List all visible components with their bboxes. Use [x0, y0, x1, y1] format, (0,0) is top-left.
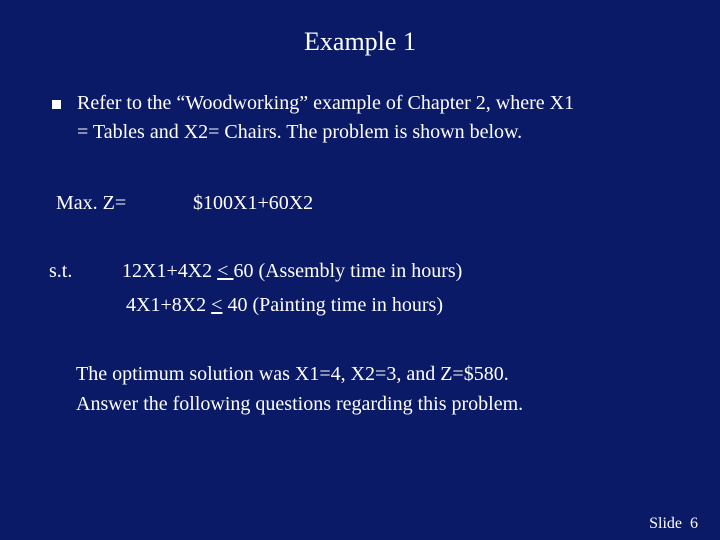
constraint-assembly-operator: < [217, 260, 234, 282]
constraint-assembly-lhs: 12X1+4X2 [122, 260, 218, 282]
slide-number-label: Slide [649, 515, 682, 532]
constraint-painting [126, 294, 443, 317]
objective-label: Max. Z= [56, 192, 127, 214]
constraint-painting-operator: < [211, 294, 223, 316]
bullet-text-line-1: Refer to the “Woodworking” example of Chapter 2, where X1 [77, 92, 575, 114]
constraint-painting-rhs: 40 (Painting time in hours) [222, 294, 443, 316]
slide-number [649, 515, 698, 533]
constraint-assembly-rhs: 60 (Assembly time in hours) [233, 260, 463, 282]
constraint-assembly [122, 260, 462, 283]
slide-title: Example 1 [304, 27, 416, 56]
result-line-1: The optimum solution was X1=4, X2=3, and Z=$580. [76, 363, 509, 385]
constraint-painting-lhs: 4X1+8X2 [126, 294, 212, 316]
objective-expression: $100X1+60X2 [193, 192, 314, 214]
bullet-text-line-2: = Tables and X2= Chairs. The problem is shown below. [77, 121, 523, 143]
subject-to-label: s.t. [49, 260, 73, 282]
result-line-2: Answer the following questions regarding this problem. [76, 393, 524, 415]
square-bullet-icon [52, 100, 61, 109]
slide-number-value: 6 [690, 515, 698, 532]
